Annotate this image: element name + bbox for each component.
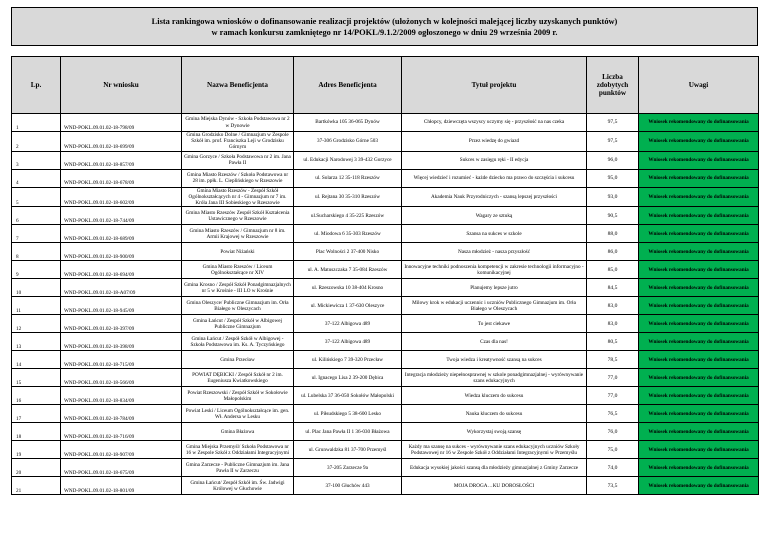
cell-beneficjent: Gmina Miasto Rzeszów Zespół Szkół Kształcenia Ustawicznego w Rzeszowie xyxy=(182,207,294,225)
cell-punkty: 77,0 xyxy=(587,369,639,387)
cell-nr-wniosku: WND-POKL.09.01.02-18-675/09 xyxy=(61,459,182,477)
cell-lp: 1 xyxy=(12,114,61,132)
cell-adres: ul. Ignacego Lisa 2 39-200 Dębica xyxy=(294,369,402,387)
cell-tytul: Integracja młodzieży niepełnosprawnej w szkole ponadgimnazjalnej - wyrównywanie szans edukacyjnych xyxy=(402,369,587,387)
cell-uwagi: Wniosek rekomendowany do dofinansowania xyxy=(639,405,759,423)
ranking-table xyxy=(11,56,759,495)
cell-adres: Plac Wolności 2 37-400 Nisko xyxy=(294,243,402,261)
cell-beneficjent: Powiat Leski / Liceum Ogólnokształcące im. gen. Wł. Andersa w Lesku xyxy=(182,405,294,423)
cell-nr-wniosku: WND-POKL.09.01.02-18-744/09 xyxy=(61,207,182,225)
cell-lp: 18 xyxy=(12,423,61,441)
table-row xyxy=(12,387,759,405)
cell-nr-wniosku: WND-POKL.09.01.02-18-907/09 xyxy=(61,441,182,459)
cell-punkty: 76,0 xyxy=(587,423,639,441)
cell-adres: ul. A. Matuszczaka 7 35-084 Rzeszów xyxy=(294,261,402,279)
cell-lp: 10 xyxy=(12,279,61,297)
cell-nr-wniosku: WND-POKL.09.01.02-18-798/09 xyxy=(61,114,182,132)
cell-adres: ul.Sucharskiego 4 35-225 Rzeszów xyxy=(294,207,402,225)
cell-uwagi: Wniosek rekomendowany do dofinansowania xyxy=(639,151,759,169)
cell-uwagi: Wniosek rekomendowany do dofinansowania xyxy=(639,132,759,152)
cell-nr-wniosku: WND-POKL.09.01.02-18-716/09 xyxy=(61,423,182,441)
cell-uwagi: Wniosek rekomendowany do dofinansowania xyxy=(639,441,759,459)
cell-beneficjent: Powiat Niżański xyxy=(182,243,294,261)
cell-punkty: 90,5 xyxy=(587,207,639,225)
cell-adres: ul. Edukacji Narodowej 3 39-432 Gorzyce xyxy=(294,151,402,169)
cell-punkty: 78,5 xyxy=(587,351,639,369)
cell-punkty: 75,0 xyxy=(587,441,639,459)
cell-tytul: Twoja wiedza i kreatywność szansą na sukces xyxy=(402,351,587,369)
cell-beneficjent: Gmina Łańcut/ Zespół Szkół im. Św. Jadwigi Królowej w Głuchowie xyxy=(182,477,294,495)
cell-lp: 21 xyxy=(12,477,61,495)
cell-tytul: To jest ciekawe xyxy=(402,315,587,333)
cell-uwagi: Wniosek rekomendowany do dofinansowania xyxy=(639,459,759,477)
cell-punkty: 95,0 xyxy=(587,169,639,187)
cell-lp: 3 xyxy=(12,151,61,169)
cell-adres: 37-100 Głuchów 443 xyxy=(294,477,402,495)
cell-nr-wniosku: WND-POKL.09.01.02-18-699/09 xyxy=(61,132,182,152)
cell-uwagi: Wniosek rekomendowany do dofinansowania xyxy=(639,369,759,387)
table-row xyxy=(12,261,759,279)
cell-nr-wniosku: WND-POKL.09.01.02-18-678/09 xyxy=(61,169,182,187)
header-tytul: Tytuł projektu xyxy=(402,57,587,114)
cell-adres: 37-205 Zarzecze 9a xyxy=(294,459,402,477)
cell-beneficjent: Powiat Rzeszowski / Zespół Szkół w Sokołowie Małopolskim xyxy=(182,387,294,405)
table-row xyxy=(12,297,759,315)
table-row xyxy=(12,243,759,261)
table-row xyxy=(12,207,759,225)
cell-tytul: Przez wiedzę do gwiazd xyxy=(402,132,587,152)
cell-adres: 37-122 Albigowa 489 xyxy=(294,333,402,351)
cell-adres: ul. Rejtana 30 35-310 Rzeszów xyxy=(294,187,402,207)
cell-punkty: 77,0 xyxy=(587,387,639,405)
cell-beneficjent: Gmina Miasto Rzeszów / Gimnazjum nr 8 im. Armii Krajowej w Rzeszowie xyxy=(182,225,294,243)
cell-adres: ul. Kilińskiego 7 39-320 Przecław xyxy=(294,351,402,369)
cell-lp: 2 xyxy=(12,132,61,152)
cell-uwagi: Wniosek rekomendowany do dofinansowania xyxy=(639,261,759,279)
cell-beneficjent: Gmina Krosno / Zespół Szkół Ponadgimnazjalnych nr 5 w Krośnie - III LO w Krośnie xyxy=(182,279,294,297)
cell-lp: 20 xyxy=(12,459,61,477)
cell-lp: 15 xyxy=(12,369,61,387)
table-row xyxy=(12,132,759,152)
cell-beneficjent: Gmina Miasto Rzeszów - Zespół Szkół Ogólnokształcących nr 4 - Gimnazjum nr 7 im. Króla Jana III Sobieskiego w Rzeszowie xyxy=(182,187,294,207)
header-adres: Adres Beneficjenta xyxy=(294,57,402,114)
cell-nr-wniosku: WND-POKL.09.01.02-18-398/09 xyxy=(61,333,182,351)
cell-uwagi: Wniosek rekomendowany do dofinansowania xyxy=(639,243,759,261)
cell-tytul: Wykorzystaj swoją szansę xyxy=(402,423,587,441)
cell-adres: 37-122 Albigowa 489 xyxy=(294,315,402,333)
cell-tytul: Czas dla nas! xyxy=(402,333,587,351)
cell-uwagi: Wniosek rekomendowany do dofinansowania xyxy=(639,279,759,297)
table-row xyxy=(12,114,759,132)
table-row xyxy=(12,279,759,297)
table-row xyxy=(12,477,759,495)
cell-lp: 13 xyxy=(12,333,61,351)
cell-lp: 5 xyxy=(12,187,61,207)
table-row xyxy=(12,315,759,333)
cell-punkty: 85,0 xyxy=(587,261,639,279)
cell-beneficjent: Gmina Łańcut / Zespół Szkół w Albigowej Publiczne Gimnazjum xyxy=(182,315,294,333)
cell-uwagi: Wniosek rekomendowany do dofinansowania xyxy=(639,315,759,333)
cell-adres: ul. Piłsudskiego 5 38-600 Lesko xyxy=(294,405,402,423)
cell-beneficjent: Gmina Miejska Dynów - Szkoła Podstawowa nr 2 w Dynowie xyxy=(182,114,294,132)
cell-adres: ul. Lubelska 37 36-050 Sokołów Małopolski xyxy=(294,387,402,405)
cell-lp: 6 xyxy=(12,207,61,225)
header-lp: Lp. xyxy=(12,57,61,114)
cell-adres: ul. Grunwaldzka 81 37-700 Przemyśl xyxy=(294,441,402,459)
cell-beneficjent: Gmina Zarzecze - Publiczne Gimnazjum im. Jana Pawła II w Zarzeczu xyxy=(182,459,294,477)
table-row xyxy=(12,441,759,459)
cell-uwagi: Wniosek rekomendowany do dofinansowania xyxy=(639,351,759,369)
table-row xyxy=(12,151,759,169)
cell-uwagi: Wniosek rekomendowany do dofinansowania xyxy=(639,387,759,405)
cell-uwagi: Wniosek rekomendowany do dofinansowania xyxy=(639,225,759,243)
cell-nr-wniosku: WND-POKL.09.01.02-18-A07/09 xyxy=(61,279,182,297)
cell-punkty: 83,0 xyxy=(587,297,639,315)
cell-punkty: 88,0 xyxy=(587,225,639,243)
cell-uwagi: Wniosek rekomendowany do dofinansowania xyxy=(639,297,759,315)
cell-beneficjent: POWIAT DĘBICKI / Zespół Szkół nr 2 im. Eugeniusza Kwiatkowskiego xyxy=(182,369,294,387)
cell-punkty: 74,0 xyxy=(587,459,639,477)
cell-lp: 19 xyxy=(12,441,61,459)
cell-punkty: 84,5 xyxy=(587,279,639,297)
cell-lp: 17 xyxy=(12,405,61,423)
cell-beneficjent: Gmina Oleszyce/ Publiczne Gimnazjum im. Orła Białego w Oleszycach xyxy=(182,297,294,315)
cell-tytul: Innowacyjne techniki podnoszenia kompetencji w zakresie technologii informacyjno - komunikacyjnej xyxy=(402,261,587,279)
cell-punkty: 76,5 xyxy=(587,405,639,423)
cell-beneficjent: Gmina Przecław xyxy=(182,351,294,369)
header-beneficjent: Nazwa Beneficjenta xyxy=(182,57,294,114)
title-line-1: Lista rankingowa wniosków o dofinansowanie realizacji projektów (ułożonych w kolejności malejącej liczby uzyskanych punktów) xyxy=(151,17,618,26)
cell-tytul: Sukces w zasięgu ręki - II edycja xyxy=(402,151,587,169)
cell-nr-wniosku: WND-POKL.09.01.02-18-566/09 xyxy=(61,369,182,387)
document-title xyxy=(11,7,758,46)
cell-adres: ul. Rzeszowska 10 38-404 Krosno xyxy=(294,279,402,297)
cell-beneficjent: Gmina Gorzyce / Szkoła Podstawowa nr 2 im. Jana Pawła II xyxy=(182,151,294,169)
cell-lp: 7 xyxy=(12,225,61,243)
cell-punkty: 97,5 xyxy=(587,114,639,132)
cell-adres: ul. Solarza 12 35-118 Rzeszów xyxy=(294,169,402,187)
cell-uwagi: Wniosek rekomendowany do dofinansowania xyxy=(639,187,759,207)
table-header-row xyxy=(12,57,759,114)
cell-tytul: Więcej wiedzieć i rozumieć - każde dziecko ma prawo do szczęścia i sukcesu xyxy=(402,169,587,187)
cell-tytul: Wagary ze sztuką xyxy=(402,207,587,225)
cell-adres: 37-306 Grodzisko Górne 503 xyxy=(294,132,402,152)
header-uwagi: Uwagi xyxy=(639,57,759,114)
cell-punkty: 93,0 xyxy=(587,187,639,207)
table-body xyxy=(12,114,759,495)
header-punkty: Liczba zdobytych punktów xyxy=(587,57,639,114)
cell-uwagi: Wniosek rekomendowany do dofinansowania xyxy=(639,114,759,132)
cell-beneficjent: Gmina Miasto Rzeszów / Liceum Ogólnokształcące nr XIV xyxy=(182,261,294,279)
cell-nr-wniosku: WND-POKL.09.01.02-18-857/09 xyxy=(61,151,182,169)
cell-nr-wniosku: WND-POKL.09.01.02-18-694/09 xyxy=(61,261,182,279)
table-row xyxy=(12,405,759,423)
cell-tytul: Akademia Nauk Przyrodniczych - szansą lepszej przyszłości xyxy=(402,187,587,207)
cell-tytul: Nasza młodzież - nasza przyszłość xyxy=(402,243,587,261)
cell-adres: ul. Miodowa 6 35-303 Rzeszów xyxy=(294,225,402,243)
cell-tytul: MOJA DROGA…KU DOROSŁOŚCI xyxy=(402,477,587,495)
cell-tytul: Każdy ma szansę na sukces - wyrównywanie szans edukacyjnych uczniów Szkoły Podstawowej nr 16 w Zespole Szkół z Oddziałami Integracyjnymi w Przemyślu xyxy=(402,441,587,459)
table-row xyxy=(12,169,759,187)
cell-nr-wniosku: WND-POKL.09.01.02-18-945/09 xyxy=(61,297,182,315)
header-nr-wniosku: Nr wniosku xyxy=(61,57,182,114)
cell-punkty: 86,0 xyxy=(587,243,639,261)
cell-nr-wniosku: WND-POKL.09.01.02-18-397/09 xyxy=(61,315,182,333)
cell-nr-wniosku: WND-POKL.09.01.02-18-689/09 xyxy=(61,225,182,243)
cell-tytul: Szansa na sukces w szkole xyxy=(402,225,587,243)
cell-beneficjent: Gmina Grodzisko Dolne / Gimnazjum w Zespole Szkół im. prof. Franciszka Leji w Grodzisku Górnym xyxy=(182,132,294,152)
cell-beneficjent: Gmina Miasto Rzeszów / Szkoła Podstawowa nr 28 im. ppłk. L. Cieplińskiego w Rzeszowie xyxy=(182,169,294,187)
table-row xyxy=(12,187,759,207)
table-row xyxy=(12,423,759,441)
table-row xyxy=(12,459,759,477)
table-row xyxy=(12,351,759,369)
cell-nr-wniosku: WND-POKL.09.01.02-18-715/09 xyxy=(61,351,182,369)
cell-lp: 16 xyxy=(12,387,61,405)
cell-uwagi: Wniosek rekomendowany do dofinansowania xyxy=(639,423,759,441)
cell-beneficjent: Gmina Błażowa xyxy=(182,423,294,441)
cell-tytul: Nauka kluczem do sukcesu xyxy=(402,405,587,423)
cell-uwagi: Wniosek rekomendowany do dofinansowania xyxy=(639,207,759,225)
cell-nr-wniosku: WND-POKL.09.01.02-18-834/09 xyxy=(61,387,182,405)
cell-uwagi: Wniosek rekomendowany do dofinansowania xyxy=(639,333,759,351)
table-row xyxy=(12,333,759,351)
cell-punkty: 96,0 xyxy=(587,151,639,169)
cell-uwagi: Wniosek rekomendowany do dofinansowania xyxy=(639,169,759,187)
cell-lp: 12 xyxy=(12,315,61,333)
cell-nr-wniosku: WND-POKL.09.01.02-18-801/09 xyxy=(61,477,182,495)
cell-adres: ul. Mickiewicza 1 37-630 Oleszyce xyxy=(294,297,402,315)
cell-tytul: Chłopcy, dziewczęta wszyscy uczymy się - przyszłość na nas czeka xyxy=(402,114,587,132)
cell-adres: Bartkówka 105 36-065 Dynów xyxy=(294,114,402,132)
cell-lp: 14 xyxy=(12,351,61,369)
cell-lp: 9 xyxy=(12,261,61,279)
cell-tytul: Milowy krok w edukacji uczennic i uczniów Publicznego Gimnazjum im. Orła Białego w Oleszycach xyxy=(402,297,587,315)
cell-punkty: 83,0 xyxy=(587,315,639,333)
cell-punkty: 97,5 xyxy=(587,132,639,152)
title-line-2: w ramach konkursu zamkniętego nr 14/POKL/9.1.2/2009 ogłoszonego w dniu 29 września 2009 r. xyxy=(211,28,558,37)
cell-uwagi: Wniosek rekomendowany do dofinansowania xyxy=(639,477,759,495)
cell-nr-wniosku: WND-POKL.09.01.02-18-900/09 xyxy=(61,243,182,261)
cell-lp: 11 xyxy=(12,297,61,315)
cell-tytul: Edukacja wysokiej jakości szansą dla młodzieży gimnazjalnej z Gminy Zarzecze xyxy=(402,459,587,477)
table-row xyxy=(12,369,759,387)
cell-punkty: 73,5 xyxy=(587,477,639,495)
table-row xyxy=(12,225,759,243)
cell-nr-wniosku: WND-POKL.09.01.02-18-602/09 xyxy=(61,187,182,207)
cell-tytul: Wiedza kluczem do sukcesu xyxy=(402,387,587,405)
cell-beneficjent: Gmina Miejska Przemyśl/ Szkoła Podstawowa nr 16 w Zespole Szkół z Oddziałami Integracyjnymi xyxy=(182,441,294,459)
cell-lp: 4 xyxy=(12,169,61,187)
cell-lp: 8 xyxy=(12,243,61,261)
cell-beneficjent: Gmina Łańcut / Zespół Szkół w Albigowej - Szkoła Podstawowa im. Ks. A. Tyczyńskiego xyxy=(182,333,294,351)
cell-tytul: Planujemy lepsze jutro xyxy=(402,279,587,297)
cell-punkty: 80,5 xyxy=(587,333,639,351)
cell-adres: ul. Plac Jana Pawła II 1 36-030 Błażowa xyxy=(294,423,402,441)
cell-nr-wniosku: WND-POKL.09.01.02-18-784/09 xyxy=(61,405,182,423)
